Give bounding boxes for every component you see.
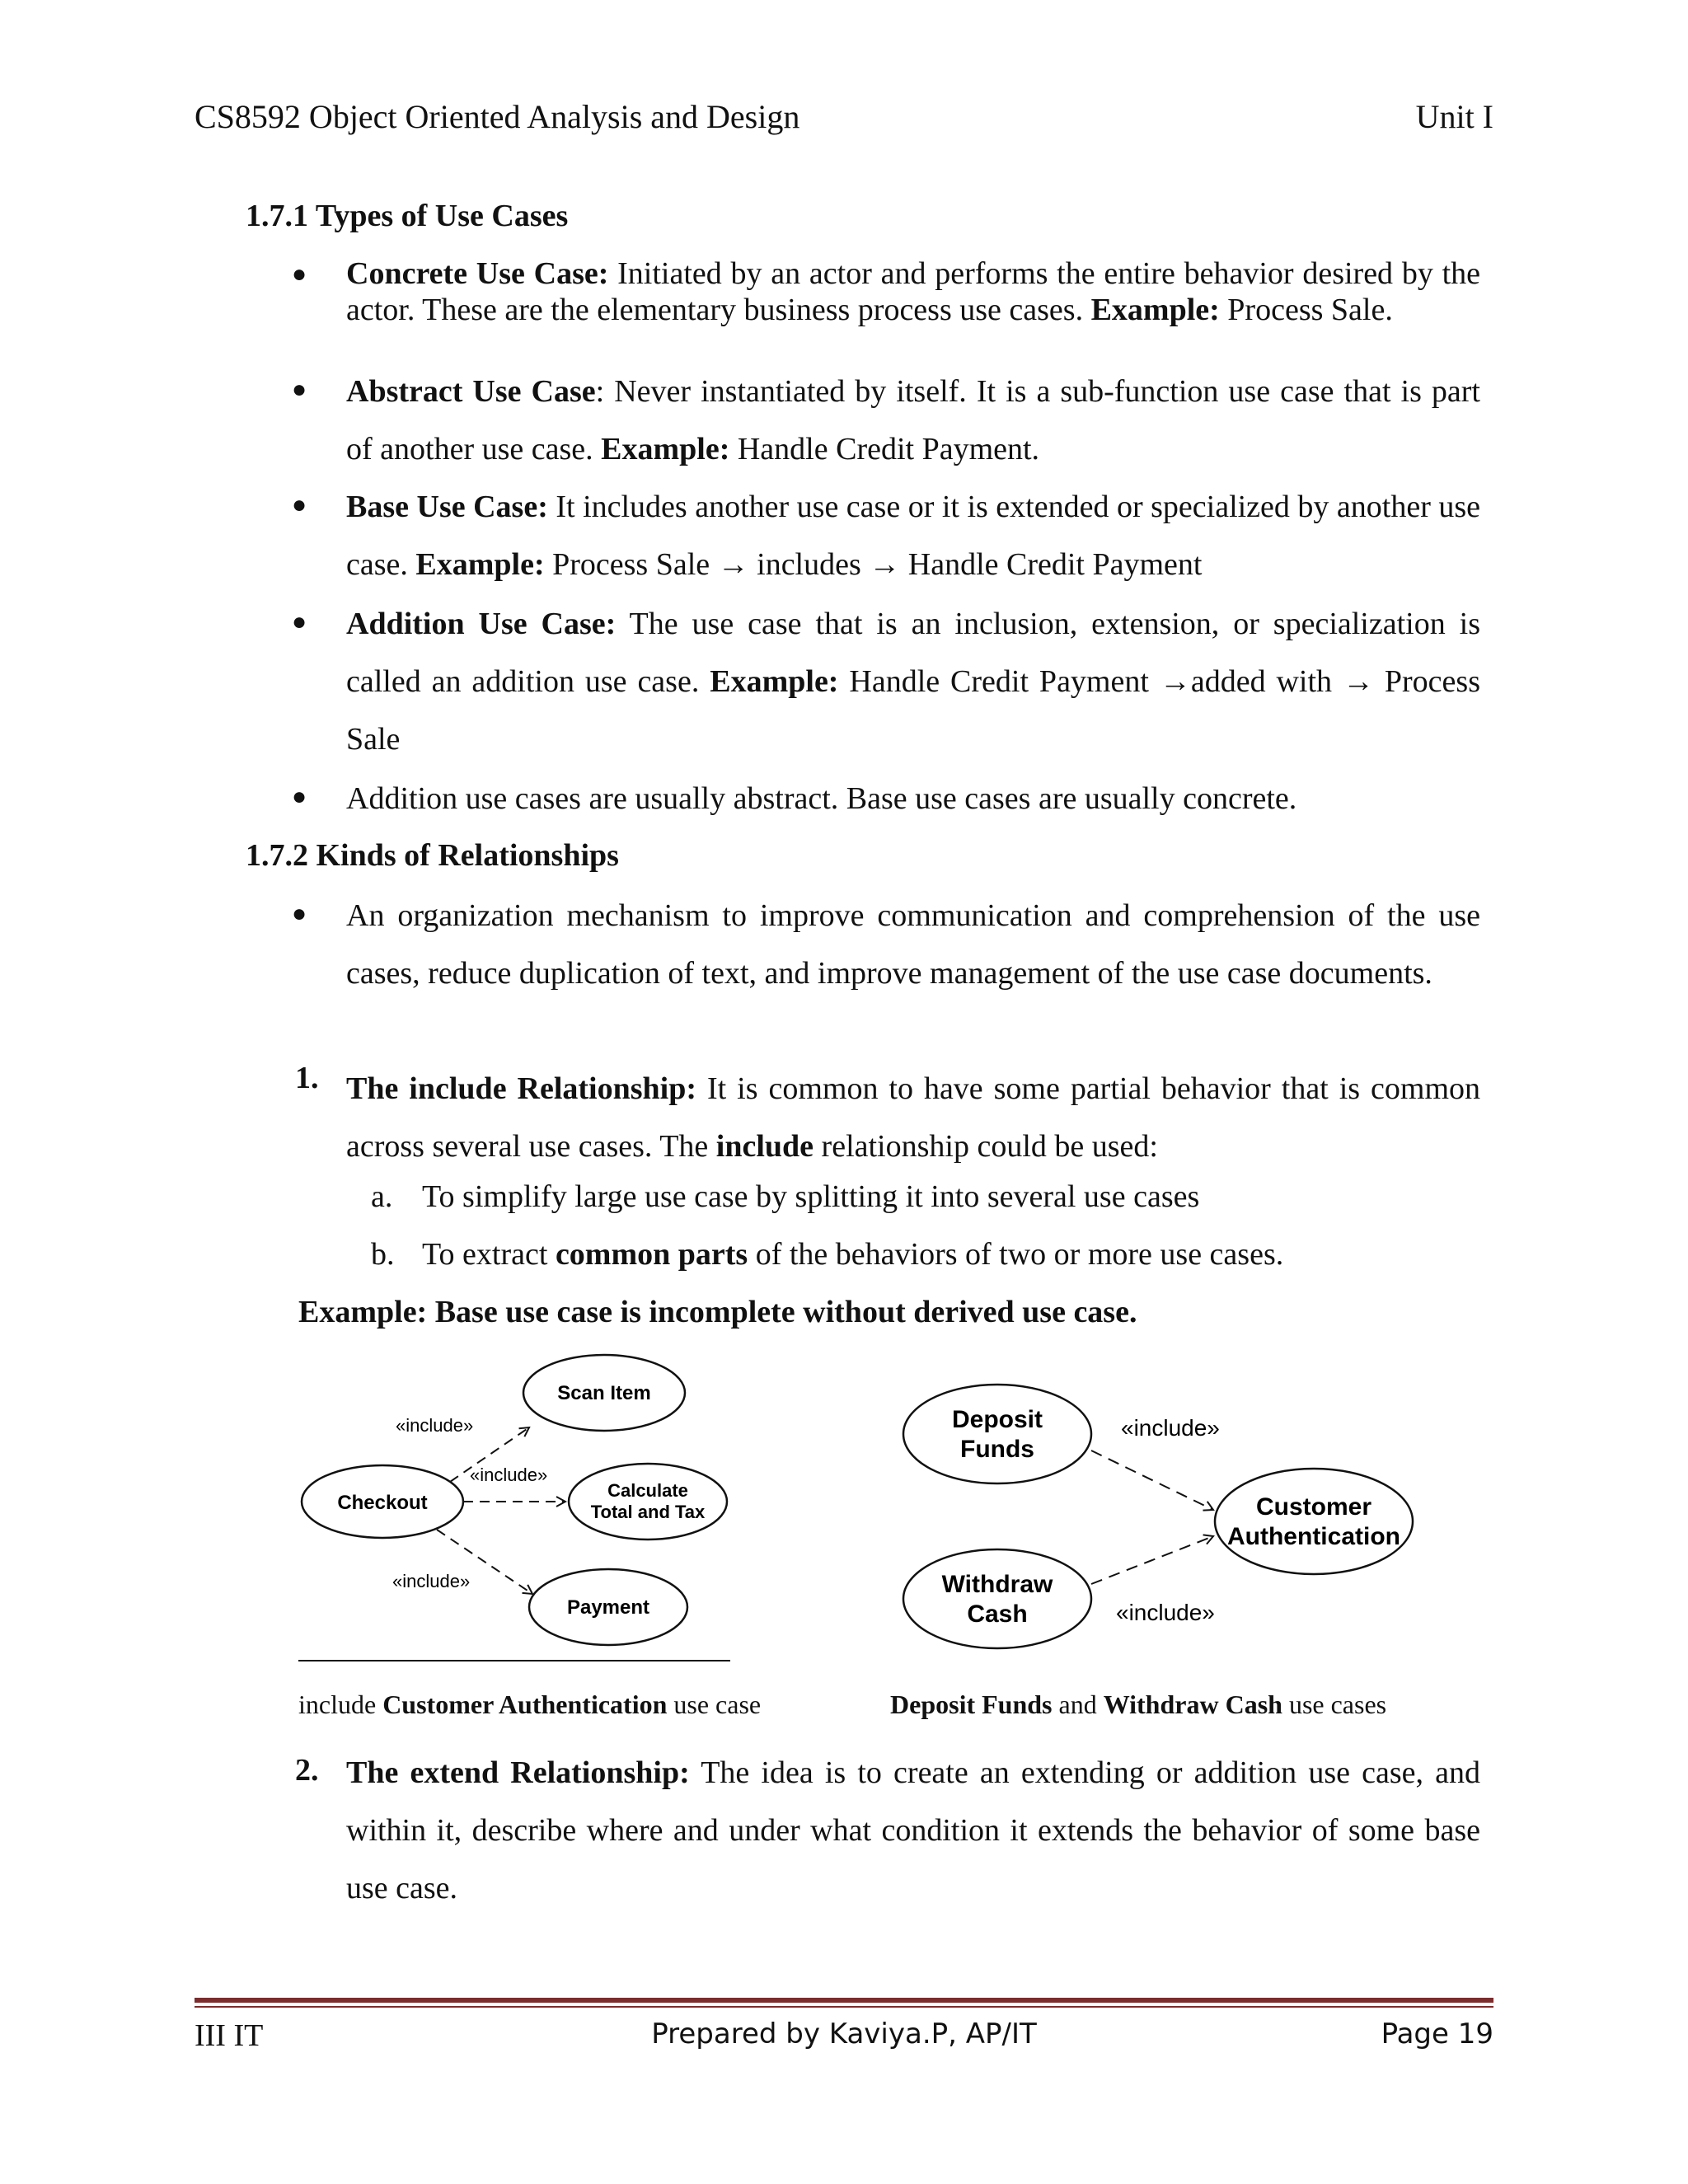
sub-item-a: To simplify large use case by splitting it into several use cases (422, 1179, 1200, 1214)
item-number-1: 1. (295, 1061, 319, 1095)
calculate-label-2: Total and Tax (590, 1502, 706, 1522)
withdraw-cash-label-2: Cash (967, 1601, 1028, 1628)
include-arrow-deposit (1091, 1451, 1213, 1510)
deposit-funds-ellipse (903, 1385, 1091, 1483)
checkout-use-case-diagram (288, 1335, 750, 1665)
item-number-2: 2. (295, 1753, 319, 1788)
customer-authentication-ellipse (1215, 1469, 1413, 1574)
payment-label: Payment (566, 1596, 650, 1619)
checkout-label: Checkout (337, 1492, 428, 1514)
authentication-use-case-diagram (890, 1368, 1434, 1665)
include-label-deposit: «include» (1121, 1415, 1220, 1441)
scan-item-label: Scan Item (557, 1382, 651, 1404)
addition-note: Addition use cases are usually abstract. Base use cases are usually concrete. (346, 781, 1297, 816)
caption-right: Deposit Funds and Withdraw Cash use cases (890, 1690, 1387, 1719)
deposit-funds-label-1: Deposit (951, 1406, 1043, 1433)
sub-label-b: b. (371, 1237, 395, 1272)
include-label-scan: «include» (396, 1415, 474, 1436)
include-arrow-withdraw (1091, 1536, 1213, 1584)
relationships-intro: An organization mechanism to improve communication and comprehension of the use cases, reduce duplication of text, and improve management of the use case documents. (346, 898, 1480, 991)
footer-rule (195, 1998, 1493, 2003)
include-label-calculate: «include» (470, 1465, 548, 1485)
bullet-icon: ● (292, 900, 307, 927)
footer-class: III IT (195, 2018, 264, 2053)
include-example-heading: Example: Base use case is incomplete without derived use case. (298, 1295, 1137, 1329)
extend-relationship: The extend Relationship: The idea is to create an extending or addition use case, and within it, describe where and under what condition it extends the behavior of some base use case. (346, 1755, 1481, 1905)
caption-rule (298, 1660, 730, 1661)
concrete-use-case: Concrete Use Case: Initiated by an actor and performs the entire behavior desired by the actor. These are the elementary business process use cases. Example: Process Sale. (346, 256, 1481, 327)
section-title-relationships: 1.7.2 Kinds of Relationships (246, 838, 619, 873)
bullet-icon: ● (292, 783, 307, 810)
addition-use-case: Addition Use Case: The use case that is an inclusion, extension, or specialization is called an addition use case. Example: Handle Credit Payment →added with → Process Sale (346, 607, 1480, 757)
bullet-icon: ● (292, 491, 307, 518)
bullet-icon: ● (292, 608, 307, 635)
caption-left: include Customer Authentication use case (298, 1690, 762, 1719)
sub-label-a: a. (371, 1179, 393, 1214)
include-label-withdraw: «include» (1116, 1600, 1215, 1625)
base-use-case: Base Use Case: It includes another use case or it is extended or specialized by another use case. Example: Process Sale → includes → Handle Credit Payment (346, 490, 1481, 582)
header-title: CS8592 Object Oriented Analysis and Design (195, 98, 800, 135)
withdraw-cash-label-1: Withdraw (941, 1571, 1053, 1598)
sub-item-b: To extract common parts of the behaviors of two or more use cases. (422, 1237, 1284, 1272)
calculate-label-1: Calculate (607, 1480, 688, 1501)
withdraw-cash-ellipse (903, 1549, 1091, 1648)
header-unit: Unit I (1415, 98, 1493, 135)
footer-rule-thin (195, 2006, 1493, 2008)
customer-authentication-label-2: Authentication (1227, 1523, 1400, 1550)
abstract-use-case: Abstract Use Case: Never instantiated by itself. It is a sub-function use case that is part of another use case. Example: Handle Credit Payment. (346, 374, 1480, 466)
customer-authentication-label-1: Customer (1255, 1493, 1372, 1521)
bullet-icon: ● (292, 376, 307, 403)
footer-page-number: Page 19 (1381, 2018, 1493, 2050)
footer-author: Prepared by Kaviya.P, AP/IT (651, 2018, 1037, 2050)
section-title-types: 1.7.1 Types of Use Cases (246, 199, 569, 233)
include-relationship: The include Relationship: It is common to have some partial behavior that is common across several use cases. The include relationship could be used: (346, 1071, 1480, 1164)
bullet-icon: ● (292, 260, 307, 288)
deposit-funds-label-2: Funds (960, 1436, 1034, 1463)
include-label-payment: «include» (392, 1571, 471, 1591)
